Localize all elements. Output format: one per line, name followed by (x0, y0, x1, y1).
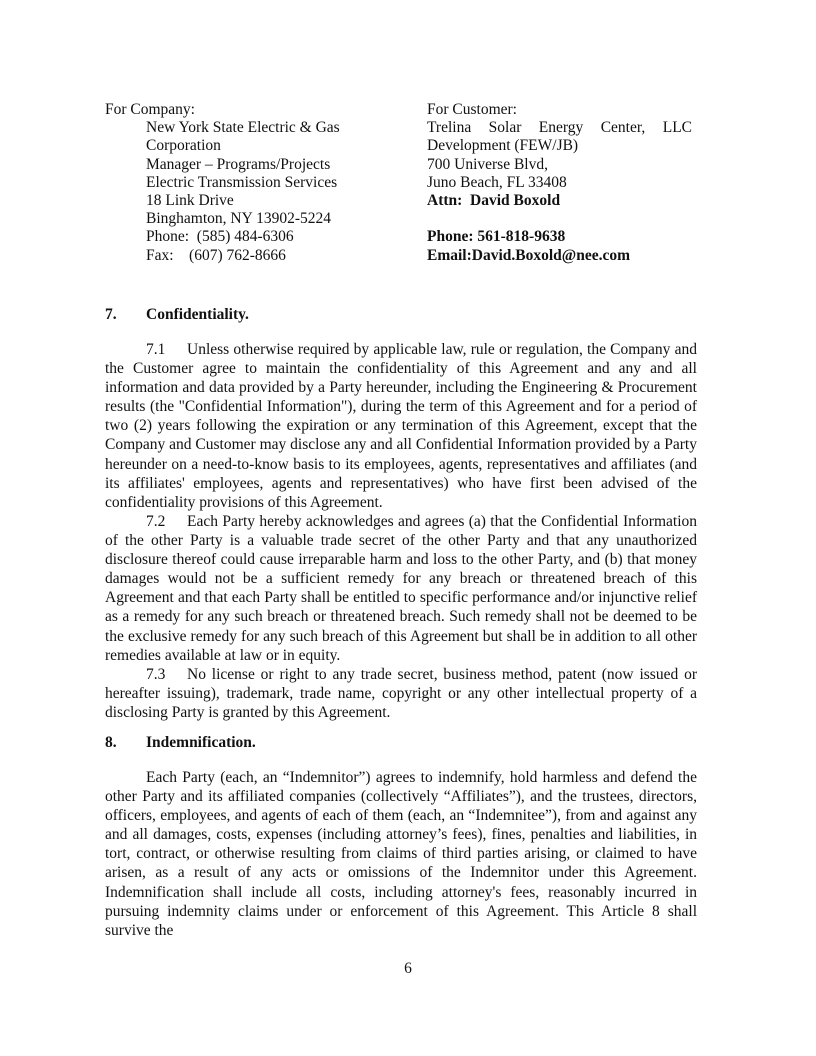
customer-city-line: Juno Beach, FL 33408 (427, 173, 567, 191)
company-phone-line: Phone: (585) 484-6306 (146, 228, 294, 246)
customer-attn-line: Attn: David Boxold (427, 192, 561, 210)
section-7-number: 7. (105, 306, 117, 323)
company-address-block (105, 101, 395, 265)
company-name-line: Corporation (146, 137, 221, 155)
paragraph-7-2 (105, 512, 697, 665)
paragraph-7-3 (105, 665, 697, 722)
paragraph-7-2-number: 7.2 (146, 513, 166, 530)
section-8-title: Indemnification. (146, 734, 256, 751)
customer-phone-line: Phone: 561-818-9638 (427, 228, 566, 246)
paragraph-7-1-number: 7.1 (146, 341, 166, 358)
customer-address-block (427, 101, 692, 265)
customer-department-line: Development (FEW/JB) (427, 137, 579, 155)
paragraph-8-1 (105, 768, 697, 940)
company-department-line: Electric Transmission Services (146, 173, 338, 191)
paragraph-7-1 (105, 340, 697, 512)
paragraph-7-3-text: No license or right to any trade secret, business method, patent (now issued or hereafter issuing), trademark, trade name, copyright or any other intellectual property of a disclosing Party is granted by this Agreement. (105, 666, 697, 722)
company-fax-line: Fax: (607) 762-8666 (146, 246, 286, 264)
section-8-number: 8. (105, 734, 117, 751)
section-8-heading (105, 734, 256, 752)
company-heading: For Company: (105, 101, 195, 118)
company-street-line: 18 Link Drive (146, 192, 234, 210)
section-7-title: Confidentiality. (146, 306, 249, 323)
paragraph-8-1-text: Each Party (each, an “Indemnitor”) agrees to indemnify, hold harmless and defend the other Party and its affiliated companies (collectively “Affiliates”), and the trustees, directors, officers, employees, and agents of each of them (each, an “Indemnitee”), from and against any and all damages, costs, expenses (including attorney’s fees), fines, penalties and liabilities, in tort, contract, or otherwise resulting from claims of third parties arising, or claimed to have arisen, as a result of any acts or omissions of the Indemnitor under this Agreement. Indemnification shall include all costs, including attorney's fees, reasonably incurred in pursuing indemnity claims under or enforcement of this Agreement. This Article 8 shall survive the (105, 769, 697, 939)
paragraph-7-2-text: Each Party hereby acknowledges and agrees (a) that the Confidential Information of the other Party is a valuable trade secret of the other Party and that any unauthorized disclosure thereof could cause irreparable harm and loss to the other Party, and (b) that money damages would not be a sufficient remedy for any breach or threatened breach of this Agreement and that each Party shall be entitled to specific performance and/or injunctive relief as a remedy for any such breach or threatened breach. Such remedy shall not be deemed to be the exclusive remedy for any such breach of this Agreement but shall be in addition to all other remedies available at law or in equity. (105, 513, 697, 664)
customer-street-line: 700 Universe Blvd, (427, 155, 548, 173)
page-number: 6 (404, 960, 412, 977)
company-title-line: Manager – Programs/Projects (146, 155, 331, 173)
customer-name-line: Trelina Solar Energy Center, LLC (427, 119, 692, 137)
customer-email-line: Email:David.Boxold@nee.com (427, 246, 630, 264)
section-7-heading (105, 306, 249, 324)
customer-heading: For Customer: (427, 101, 517, 118)
company-name-line: New York State Electric & Gas (146, 119, 340, 137)
company-city-line: Binghamton, NY 13902-5224 (146, 210, 331, 228)
paragraph-7-3-number: 7.3 (146, 666, 166, 683)
paragraph-7-1-text: Unless otherwise required by applicable law, rule or regulation, the Company and the Customer agree to maintain the confidentiality of this Agreement and any and all information and data provided by a Party hereunder, including the Engineering & Procurement results (the "Confidential Information"), during the term of this Agreement and for a period of two (2) years following the expiration or any termination of this Agreement, except that the Company and Customer may disclose any and all Confidential Information provided by a Party hereunder on a need-to-know basis to its employees, agents, representatives and affiliates (and its affiliates' employees, agents and representatives) who have first been advised of the confidentiality provisions of this Agreement. (105, 341, 697, 511)
